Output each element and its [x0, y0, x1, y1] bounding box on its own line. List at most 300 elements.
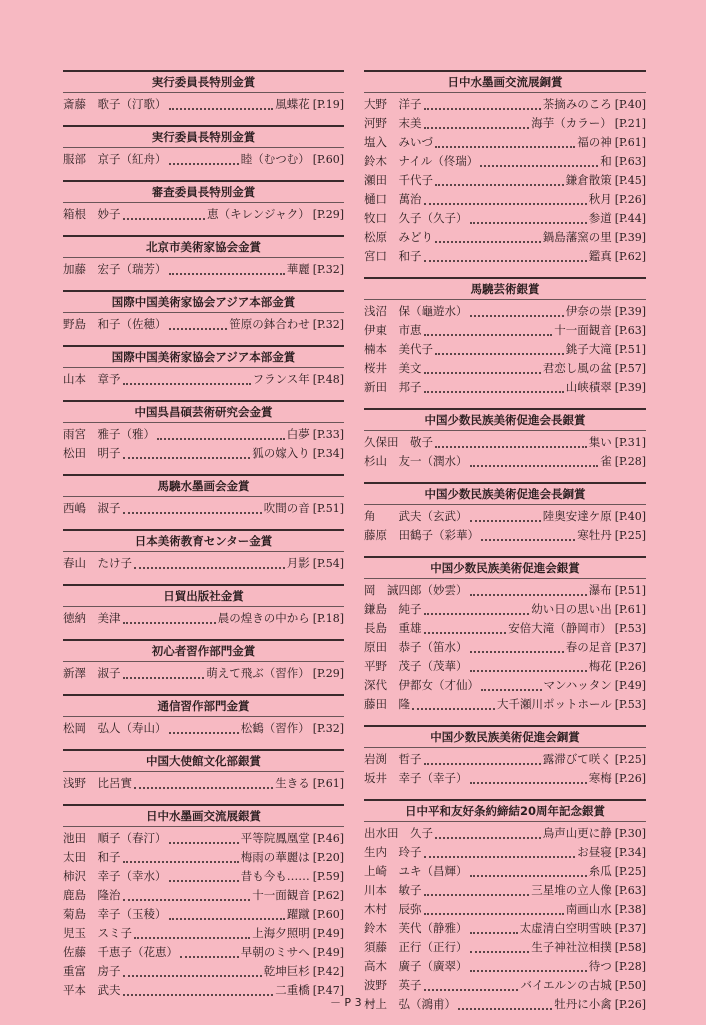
entry-row	[364, 843, 646, 862]
artist-name: 牧口 久子（久子）	[364, 211, 468, 225]
award-section	[364, 799, 646, 1014]
artist-name: 加藤 宏子（瑞芳）	[63, 262, 167, 276]
work-title: 君恋し風の盆	[542, 361, 612, 375]
artist-name: 川本 敏子	[364, 883, 422, 897]
entry-row	[364, 302, 646, 321]
page-ref: [P.30]	[614, 827, 646, 840]
work-title: 寒牡丹	[577, 528, 612, 542]
work-title: 月影	[286, 556, 310, 570]
work-title: 萌えて飛ぶ（習作）	[206, 666, 310, 680]
page-ref: [P.39]	[614, 305, 646, 318]
page-ref: [P.34]	[614, 846, 646, 859]
dot-leader	[123, 208, 206, 220]
artist-name: 西嶋 淑子	[63, 501, 121, 515]
award-section	[63, 235, 344, 279]
page-ref: [P.25]	[614, 865, 646, 878]
artist-name: 坂井 幸子（幸子）	[364, 771, 468, 785]
work-title: 寒梅	[588, 771, 612, 785]
artist-name: 塩入 みいづ	[364, 135, 433, 149]
work-title: 伊奈の崇	[565, 304, 612, 318]
page-ref: [P.32]	[312, 263, 344, 276]
page-number: － P 3 －	[329, 996, 377, 1009]
entry-row	[364, 676, 646, 695]
page-ref: [P.51]	[614, 584, 646, 597]
page-ref: [P.49]	[614, 679, 646, 692]
dot-leader	[123, 889, 251, 901]
page-ref: [P.46]	[312, 832, 344, 845]
work-title: 海芋（カラー）	[531, 116, 612, 130]
dot-leader	[123, 612, 216, 624]
award-section	[364, 70, 646, 266]
dot-leader	[134, 927, 250, 939]
dot-leader	[123, 965, 262, 977]
page-ref: [P.37]	[614, 922, 646, 935]
dot-leader	[470, 865, 587, 877]
dot-leader	[134, 777, 273, 789]
entry-row	[364, 657, 646, 676]
work-title: 和	[600, 154, 612, 168]
artist-name: 河野 末美	[364, 116, 422, 130]
artist-name: 平本 武夫	[63, 983, 121, 997]
artist-name: 木村 辰弥	[364, 902, 422, 916]
entry-row	[63, 905, 344, 924]
artist-name: 服部 京子（紅舟）	[63, 152, 167, 166]
entry-row	[63, 867, 344, 886]
artist-name: 長島 重雄	[364, 621, 422, 635]
entry-row	[364, 321, 646, 340]
page-ref: [P.49]	[312, 927, 344, 940]
dot-leader	[470, 305, 564, 317]
dot-leader	[169, 153, 239, 165]
artist-name: 生内 玲子	[364, 845, 422, 859]
dot-leader	[424, 98, 541, 110]
artist-name: 鎌島 純子	[364, 602, 422, 616]
dot-leader	[470, 941, 530, 953]
page-ref: [P.25]	[614, 529, 646, 542]
artist-name: 久保田 敬子	[364, 435, 433, 449]
entry-row	[63, 664, 344, 683]
page-ref: [P.50]	[614, 979, 646, 992]
artist-name: 藤田 隆	[364, 697, 410, 711]
award-heading: 馬驍芸術銀賞	[364, 277, 646, 300]
artist-name: 雨宮 雅子（雅）	[63, 427, 155, 441]
entry-row	[364, 340, 646, 359]
artist-name: 松原 みどり	[364, 230, 433, 244]
artist-name: 伊東 市恵	[364, 323, 422, 337]
dot-leader	[481, 529, 575, 541]
dot-leader	[180, 946, 239, 958]
entry-row	[63, 315, 344, 334]
dot-leader	[169, 98, 274, 110]
entry-row	[364, 507, 646, 526]
page-ref: [P.31]	[614, 436, 646, 449]
page-ref: [P.32]	[312, 722, 344, 735]
artist-name: 楠本 美代子	[364, 342, 433, 356]
entry-row	[63, 829, 344, 848]
entry-row	[364, 452, 646, 471]
entry-row	[63, 260, 344, 279]
award-heading: 日中平和友好条約締結20周年記念銀賞	[364, 799, 646, 822]
work-title: 十一面観音	[252, 888, 310, 902]
entry-row	[364, 209, 646, 228]
award-heading: 実行委員長特別金賞	[63, 125, 344, 148]
page-ref: [P.58]	[614, 941, 646, 954]
entry-row	[364, 881, 646, 900]
page-ref: [P.63]	[614, 155, 646, 168]
award-heading: 日貿出版社金賞	[63, 584, 344, 607]
page-ref: [P.60]	[312, 908, 344, 921]
award-heading: 日本美術教育センター金賞	[63, 529, 344, 552]
page-ref: [P.60]	[312, 153, 344, 166]
artist-name: 原田 恭子（笛水）	[364, 640, 468, 654]
page-ref: [P.51]	[614, 343, 646, 356]
artist-name: 春山 たけ子	[63, 556, 132, 570]
artist-name: 山本 章予	[63, 372, 121, 386]
page-ref: [P.54]	[312, 557, 344, 570]
dot-leader	[123, 502, 262, 514]
award-section	[63, 694, 344, 738]
page-ref: [P.26]	[614, 772, 646, 785]
page-ref: [P.33]	[312, 428, 344, 441]
work-title: 瀑布	[588, 583, 612, 597]
artist-name: 浅野 比呂實	[63, 776, 132, 790]
work-title: 華麗	[286, 262, 310, 276]
dot-leader	[470, 584, 587, 596]
dot-leader	[123, 447, 251, 459]
entry-row	[63, 848, 344, 867]
work-title: 狐の嫁入り	[252, 446, 310, 460]
award-heading: 初心者習作部門金賞	[63, 639, 344, 662]
dot-leader	[435, 231, 541, 243]
artist-name: 池田 順子（春汀）	[63, 831, 167, 845]
award-section	[63, 749, 344, 793]
page-ref: [P.45]	[614, 174, 646, 187]
page-ref: [P.59]	[312, 870, 344, 883]
entry-row	[63, 719, 344, 738]
page-ref: [P.38]	[614, 903, 646, 916]
artist-name: 岡 誠四郎（妙雲）	[364, 583, 468, 597]
page-ref: [P.57]	[614, 362, 646, 375]
page-ref: [P.42]	[312, 965, 344, 978]
dot-leader	[470, 772, 587, 784]
dot-leader	[424, 846, 576, 858]
page-ref: [P.37]	[614, 641, 646, 654]
artist-name: 柿沢 幸子（幸水）	[63, 869, 167, 883]
award-heading: 中国少数民族美術促進会長銀賞	[364, 408, 646, 431]
award-heading: 中国少数民族美術促進会銅賞	[364, 725, 646, 748]
work-title: 牡丹に小禽	[554, 997, 612, 1011]
award-section	[63, 474, 344, 518]
page-ref: [P.40]	[614, 510, 646, 523]
entry-row	[364, 750, 646, 769]
award-section	[63, 584, 344, 628]
award-section	[63, 529, 344, 573]
page-ref: [P.28]	[614, 960, 646, 973]
artist-name: 太田 和子	[63, 850, 121, 864]
artist-name: 平野 茂子（茂華）	[364, 659, 468, 673]
dot-leader	[424, 193, 587, 205]
work-title: 昔も今も……	[240, 869, 310, 883]
award-section	[63, 804, 344, 1000]
page-ref: [P.51]	[312, 502, 344, 515]
page-ref: [P.19]	[312, 98, 344, 111]
award-heading: 中国少数民族美術促進会長銅賞	[364, 482, 646, 505]
entry-row	[364, 581, 646, 600]
dot-leader	[424, 753, 541, 765]
work-title: 安倍大滝（静岡市）	[508, 621, 612, 635]
work-title: 恵（キレンジャク）	[207, 207, 310, 221]
work-title: 春の足音	[565, 640, 612, 654]
artist-name: 浅沼 保（龜遊水）	[364, 304, 468, 318]
dot-leader	[123, 373, 251, 385]
dot-leader	[470, 660, 587, 672]
dot-leader	[123, 851, 239, 863]
artist-name: 重富 房子	[63, 964, 121, 978]
award-section	[63, 290, 344, 334]
award-heading: 馬驍水墨画会金賞	[63, 474, 344, 497]
artist-name: 菊島 幸子（玉稜）	[63, 907, 167, 921]
work-title: 大千瀬川ポットホール	[496, 697, 612, 711]
page-ref: [P.61]	[614, 136, 646, 149]
award-heading: 国際中国美術家協会アジア本部金賞	[63, 290, 344, 313]
dot-leader	[424, 979, 519, 991]
dot-leader	[169, 263, 285, 275]
work-title: 山峡積翠	[565, 380, 612, 394]
artist-name: 高木 廣子（廣翠）	[364, 959, 468, 973]
page-ref: [P.61]	[614, 603, 646, 616]
page-ref: [P.26]	[614, 660, 646, 673]
page-ref: [P.48]	[312, 373, 344, 386]
dot-leader	[169, 832, 239, 844]
entry-row	[63, 962, 344, 981]
page-ref: [P.26]	[614, 193, 646, 206]
page-ref: [P.62]	[614, 250, 646, 263]
page-ref: [P.53]	[614, 622, 646, 635]
page-ref: [P.32]	[312, 318, 344, 331]
work-title: 茶摘みのころ	[542, 97, 612, 111]
entry-row	[63, 886, 344, 905]
award-section	[364, 725, 646, 788]
work-title: 笹原の鉢合わせ	[229, 317, 310, 331]
dot-leader	[470, 455, 599, 467]
work-title: 三星堆の立人像	[531, 883, 612, 897]
entry-row	[63, 924, 344, 943]
artist-name: 新田 邦子	[364, 380, 422, 394]
work-title: お昼寝	[577, 845, 612, 859]
dot-leader	[157, 428, 285, 440]
work-title: 生子神社泣相撲	[531, 940, 612, 954]
work-title: 銚子大滝	[565, 342, 612, 356]
award-heading: 審査委員長特別金賞	[63, 180, 344, 203]
right-column	[364, 70, 646, 1025]
award-section	[63, 345, 344, 389]
entry-row	[364, 862, 646, 881]
work-title: 福の神	[577, 135, 612, 149]
entry-row	[63, 95, 344, 114]
work-title: 鍋島藩窯の里	[542, 230, 612, 244]
work-title: バイエルンの古城	[520, 978, 612, 992]
artist-name: 杉山 友一（潤水）	[364, 454, 468, 468]
entry-row	[364, 359, 646, 378]
award-section	[63, 180, 344, 224]
entry-row	[364, 900, 646, 919]
page-ref: [P.40]	[614, 98, 646, 111]
entry-row	[364, 228, 646, 247]
dot-leader	[470, 212, 587, 224]
artist-name: 箱根 妙子	[63, 207, 121, 221]
work-title: 参道	[588, 211, 612, 225]
entry-row	[364, 171, 646, 190]
award-heading: 中国少数民族美術促進会銀賞	[364, 556, 646, 579]
entry-row	[63, 943, 344, 962]
page-ref: [P.61]	[312, 777, 344, 790]
award-heading: 日中水墨画交流展銅賞	[364, 70, 646, 93]
award-section	[364, 482, 646, 545]
dot-leader	[470, 641, 564, 653]
work-title: 鳥声山更に静	[542, 826, 612, 840]
dot-leader	[134, 557, 285, 569]
work-title: 鑑真	[588, 249, 612, 263]
dot-leader	[123, 667, 205, 679]
dot-leader	[481, 679, 542, 691]
work-title: 雀	[600, 454, 612, 468]
work-title: 躍蹴	[286, 907, 310, 921]
entry-row	[63, 774, 344, 793]
dot-leader	[424, 117, 530, 129]
artist-name: 藤原 田鶴子（彩華）	[364, 528, 479, 542]
work-title: 平等院鳳凰堂	[240, 831, 310, 845]
entry-row	[63, 609, 344, 628]
work-title: 太虚清白空明雪映	[519, 921, 612, 935]
work-title: フランス年	[252, 372, 310, 386]
artist-name: 斎藤 歌子（汀歌）	[63, 97, 167, 111]
award-heading: 北京市美術家協会金賞	[63, 235, 344, 258]
work-title: 南画山水	[565, 902, 612, 916]
award-heading: 中国大使館文化部銀賞	[63, 749, 344, 772]
work-title: マンハッタン	[543, 678, 612, 692]
dot-leader	[424, 884, 530, 896]
award-heading: 通信習作部門金賞	[63, 694, 344, 717]
artist-name: 桜井 美文	[364, 361, 422, 375]
work-title: 糸瓜	[588, 864, 612, 878]
dot-leader	[435, 174, 564, 186]
entry-row	[364, 957, 646, 976]
artist-name: 樋口 萬治	[364, 192, 422, 206]
award-section	[364, 556, 646, 714]
artist-name: 角 武夫（玄武）	[364, 509, 468, 523]
page-ref: [P.29]	[312, 667, 344, 680]
entry-row	[364, 695, 646, 714]
entry-row	[364, 638, 646, 657]
work-title: 乾坤巨杉	[263, 964, 310, 978]
work-title: 二重橋	[275, 983, 310, 997]
page-ref: [P.49]	[312, 946, 344, 959]
artist-name: 深代 伊都女（才仙）	[364, 678, 479, 692]
award-heading: 日中水墨画交流展銀賞	[63, 804, 344, 827]
award-heading: 実行委員長特別金賞	[63, 70, 344, 93]
dot-leader	[169, 318, 228, 330]
entry-row	[364, 976, 646, 995]
artist-name: 出水田 久子	[364, 826, 433, 840]
artist-name: 岩渕 哲子	[364, 752, 422, 766]
dot-leader	[424, 381, 564, 393]
dot-leader	[435, 343, 564, 355]
work-title: 幼い日の思い出	[531, 602, 612, 616]
award-section	[63, 639, 344, 683]
artist-name: 松岡 弘人（寿山）	[63, 721, 167, 735]
page-ref: [P.63]	[614, 884, 646, 897]
artist-name: 児玉 スミ子	[63, 926, 132, 940]
page-ref: [P.62]	[312, 889, 344, 902]
page-ref: [P.34]	[312, 447, 344, 460]
work-title: 梅花	[588, 659, 612, 673]
entry-row	[364, 600, 646, 619]
award-heading: 国際中国美術家協会アジア本部金賞	[63, 345, 344, 368]
entry-row	[63, 499, 344, 518]
artist-name: 新澤 淑子	[63, 666, 121, 680]
work-title: 集い	[588, 435, 612, 449]
artist-name: 大野 洋子	[364, 97, 422, 111]
work-title: 吹間の音	[263, 501, 310, 515]
work-title: 早朝のミサへ	[240, 945, 310, 959]
award-section	[63, 125, 344, 169]
work-title: 露滞びて咲く	[542, 752, 612, 766]
award-heading: 中国呉昌碩芸術研究会金賞	[63, 400, 344, 423]
entry-row	[364, 769, 646, 788]
entry-row	[364, 938, 646, 957]
artist-name: 上崎 ユキ（昌輝）	[364, 864, 468, 878]
artist-name: 須藤 正行（正行）	[364, 940, 468, 954]
artist-name: 野島 和子（佐穂）	[63, 317, 167, 331]
entry-row	[364, 133, 646, 152]
award-section	[63, 70, 344, 114]
entry-row	[364, 378, 646, 397]
artist-name: 松田 明子	[63, 446, 121, 460]
work-title: 待つ	[588, 959, 612, 973]
dot-leader	[169, 908, 285, 920]
dot-leader	[424, 362, 541, 374]
page-ref: [P.63]	[614, 324, 646, 337]
left-column	[63, 70, 344, 1011]
dot-leader	[169, 870, 239, 882]
dot-leader	[424, 250, 587, 262]
entry-row	[364, 247, 646, 266]
work-title: 陸奥安達ケ原	[542, 509, 612, 523]
page-ref: [P.44]	[614, 212, 646, 225]
work-title: 上海夕照明	[252, 926, 310, 940]
entry-row	[364, 919, 646, 938]
artist-name: 宮口 和子	[364, 249, 422, 263]
entry-row	[364, 433, 646, 452]
entry-row	[63, 425, 344, 444]
dot-leader	[480, 155, 598, 167]
dot-leader	[169, 722, 239, 734]
dot-leader	[412, 698, 495, 710]
entry-row	[364, 152, 646, 171]
entry-row	[364, 824, 646, 843]
page-ref: [P.39]	[614, 381, 646, 394]
dot-leader	[435, 136, 575, 148]
page-ref: [P.39]	[614, 231, 646, 244]
entry-row	[364, 95, 646, 114]
entry-row	[364, 526, 646, 545]
artist-name: 徳納 美津	[63, 611, 121, 625]
artist-name: 鹿島 隆治	[63, 888, 121, 902]
entry-row	[63, 444, 344, 463]
artist-name: 佐藤 千恵子（花恵）	[63, 945, 178, 959]
page-ref: [P.29]	[312, 208, 344, 221]
dot-leader	[424, 603, 530, 615]
